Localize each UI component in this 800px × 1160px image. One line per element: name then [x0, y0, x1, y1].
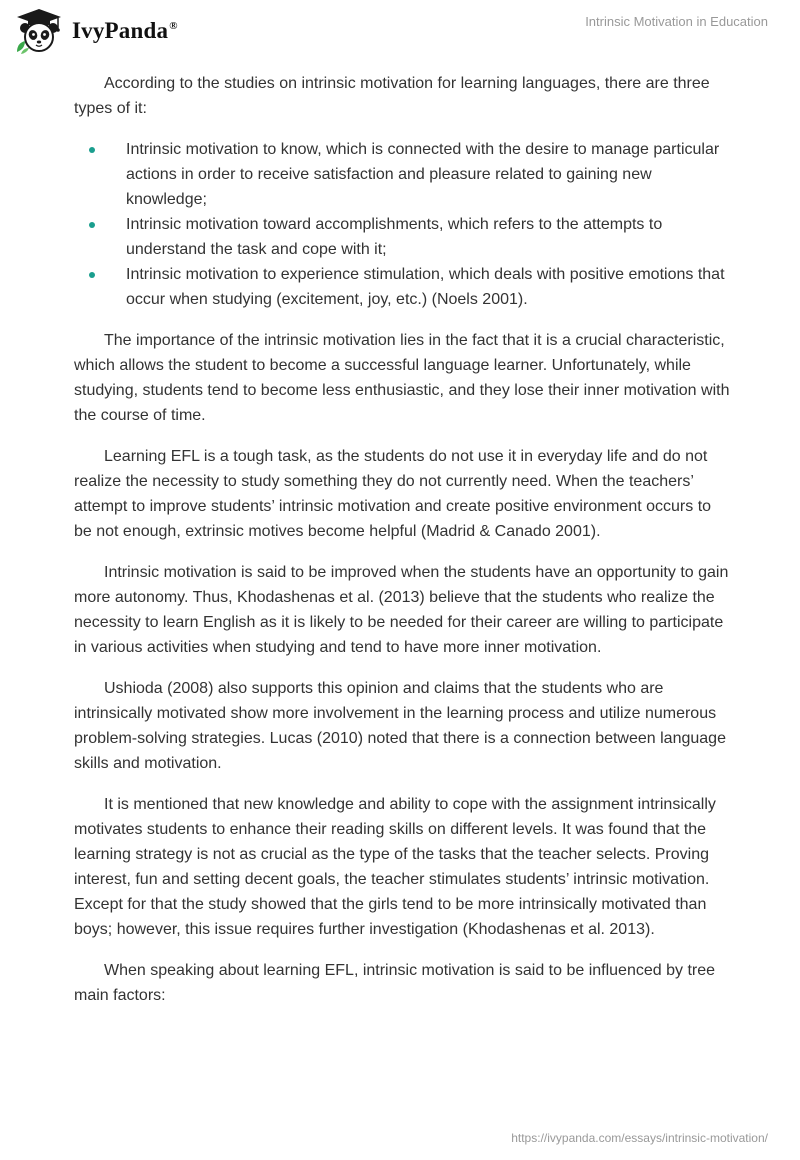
- source-url[interactable]: https://ivypanda.com/essays/intrinsic-motivation/: [511, 1131, 768, 1145]
- page-header: [0, 0, 800, 60]
- brand-name: IvyPanda®: [72, 18, 178, 43]
- list-item-text: Intrinsic motivation to know, which is connected with the desire to manage particular actions in order to receive satisfaction and pleasure related to gaining new knowledge;: [126, 141, 720, 208]
- list-item-text: Intrinsic motivation to experience stimulation, which deals with positive emotions that occur when studying (excitement, joy, etc.) (Noels 2001).: [126, 266, 725, 308]
- document-title: Intrinsic Motivation in Education: [585, 14, 768, 29]
- motivation-types-list: [74, 137, 730, 312]
- list-item: [74, 137, 730, 212]
- list-item: [74, 262, 730, 312]
- bullet-dot-icon: [89, 272, 95, 278]
- paragraph: The importance of the intrinsic motivation lies in the fact that it is a crucial characteristic, which allows the student to become a successful language learner. Unfortunately, while studying, students tend to become less enthusiastic, and they lose their inner motivation with the course of time.: [74, 332, 730, 424]
- paragraph-intro: According to the studies on intrinsic motivation for learning languages, there are three types of it:: [74, 75, 710, 117]
- bullet-dot-icon: [89, 147, 95, 153]
- paragraph: It is mentioned that new knowledge and ability to cope with the assignment intrinsically motivates students to enhance their reading skills on different levels. It was found that the learning strategy is not as crucial as the type of the tasks that the teacher selects. Proving interest, fun and setting decent goals, the teacher stimulates students’ intrinsic motivation. Except for that the study showed that the girls tend to be more intrinsically motivated than boys; however, this issue requires further investigation (Khodashenas et al. 2013).: [74, 796, 716, 938]
- paragraph: Intrinsic motivation is said to be improved when the students have an opportunity to gain more autonomy. Thus, Khodashenas et al. (2013) believe that the students who realize the necessity to learn English as it is likely to be needed for their career are willing to participate in various activities when studying and tend to have more inner motivation.: [74, 564, 729, 656]
- bullet-dot-icon: [89, 222, 95, 228]
- paragraph: Ushioda (2008) also supports this opinion and claims that the students who are intrinsically motivated show more involvement in the learning process and utilize numerous problem-solving strategies. Lucas (2010) noted that there is a connection between language skills and motivation.: [74, 680, 726, 772]
- paragraph: When speaking about learning EFL, intrinsic motivation is said to be influenced by tree main factors:: [74, 962, 716, 1004]
- ivypanda-logo[interactable]: [14, 8, 178, 54]
- essay-content: [74, 71, 730, 1024]
- list-item-text: Intrinsic motivation toward accomplishments, which refers to the attempts to understand the task and cope with it;: [126, 216, 663, 258]
- list-item: [74, 212, 730, 262]
- paragraph: Learning EFL is a tough task, as the students do not use it in everyday life and do not realize the necessity to study something they do not currently need. When the teachers’ attempt to improve students’ intrinsic motivation and create positive environment occurs to be not enough, extrinsic motives become helpful (Madrid & Canado 2001).: [74, 448, 712, 540]
- panda-graduate-icon: [14, 8, 64, 54]
